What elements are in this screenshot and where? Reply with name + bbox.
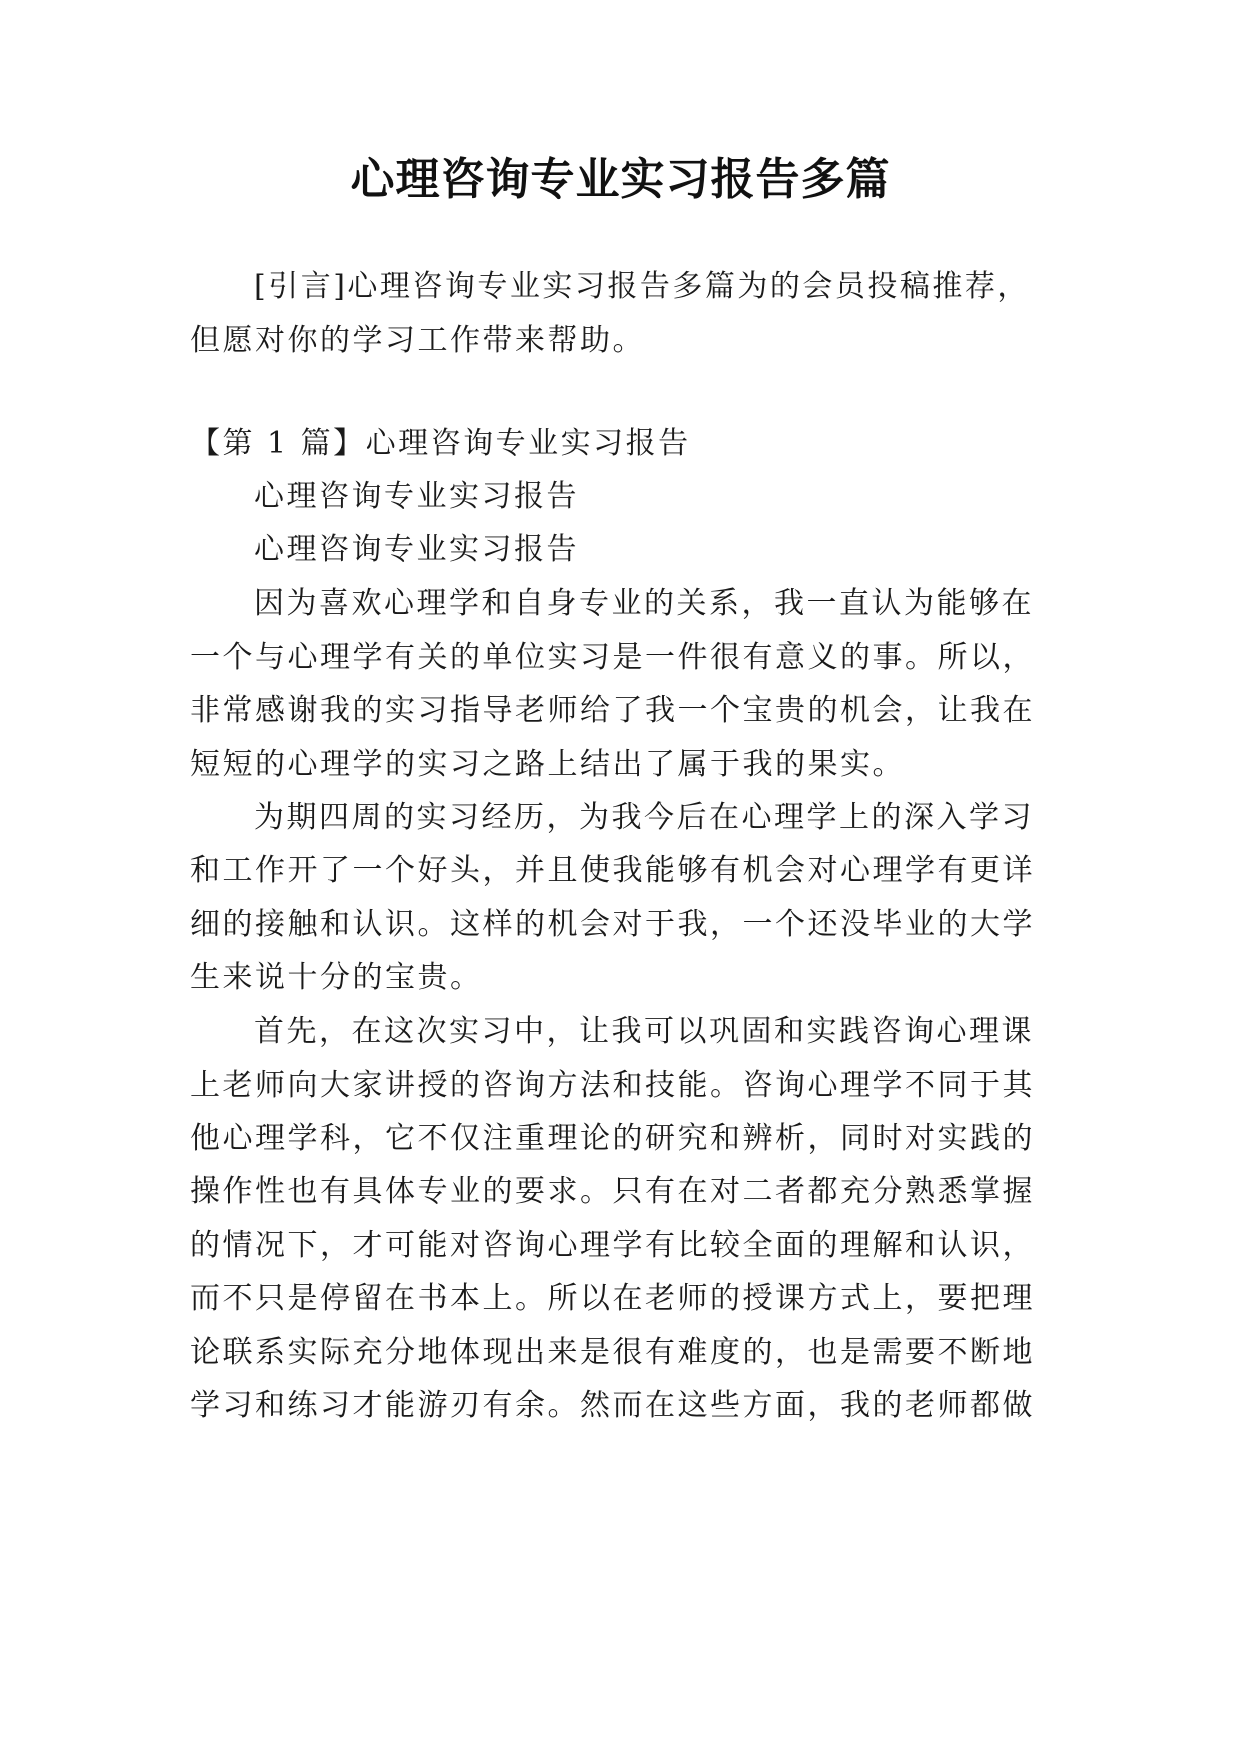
paragraph-2-line-1: 为期四周的实习经历，为我今后在心理学上的深入学习 <box>254 800 1034 835</box>
paragraph-3-line-1: 首先，在这次实习中，让我可以巩固和实践咨询心理课 <box>254 1014 1034 1049</box>
subheading-2: 心理咨询专业实习报告 <box>254 532 579 567</box>
paragraph-1-line-2: 一个与心理学有关的单位实习是一件很有意义的事。所以， <box>190 640 1035 675</box>
paragraph-3-line-8: 学习和练习才能游刃有余。然而在这些方面，我的老师都做 <box>190 1388 1035 1423</box>
paragraph-3-line-7: 论联系实际充分地体现出来是很有难度的，也是需要不断地 <box>190 1335 1035 1370</box>
paragraph-1-line-1: 因为喜欢心理学和自身专业的关系，我一直认为能够在 <box>254 586 1034 621</box>
paragraph-2-line-3: 细的接触和认识。这样的机会对于我，一个还没毕业的大学 <box>190 907 1035 942</box>
paragraph-3-line-6: 而不只是停留在书本上。所以在老师的授课方式上，要把理 <box>190 1281 1035 1316</box>
paragraph-2-line-4: 生来说十分的宝贵。 <box>190 960 483 995</box>
paragraph-3-line-4: 操作性也有具体专业的要求。只有在对二者都充分熟悉掌握 <box>190 1174 1035 1209</box>
document-title: 心理咨询专业实习报告多篇 <box>350 154 891 205</box>
intro-line-1: [引言]心理咨询专业实习报告多篇为的会员投稿推荐， <box>254 269 1030 304</box>
paragraph-3-line-2: 上老师向大家讲授的咨询方法和技能。咨询心理学不同于其 <box>190 1068 1035 1103</box>
section-heading: 【第 1 篇】心理咨询专业实习报告 <box>190 426 691 461</box>
intro-line-2: 但愿对你的学习工作带来帮助。 <box>190 323 645 358</box>
paragraph-3-line-3: 他心理学科，它不仅注重理论的研究和辨析，同时对实践的 <box>190 1121 1035 1156</box>
paragraph-3-line-5: 的情况下，才可能对咨询心理学有比较全面的理解和认识， <box>190 1228 1035 1263</box>
paragraph-1-line-4: 短短的心理学的实习之路上结出了属于我的果实。 <box>190 747 905 782</box>
paragraph-1-line-3: 非常感谢我的实习指导老师给了我一个宝贵的机会，让我在 <box>190 693 1035 728</box>
subheading-1: 心理咨询专业实习报告 <box>254 479 579 514</box>
paragraph-2-line-2: 和工作开了一个好头，并且使我能够有机会对心理学有更详 <box>190 853 1035 888</box>
